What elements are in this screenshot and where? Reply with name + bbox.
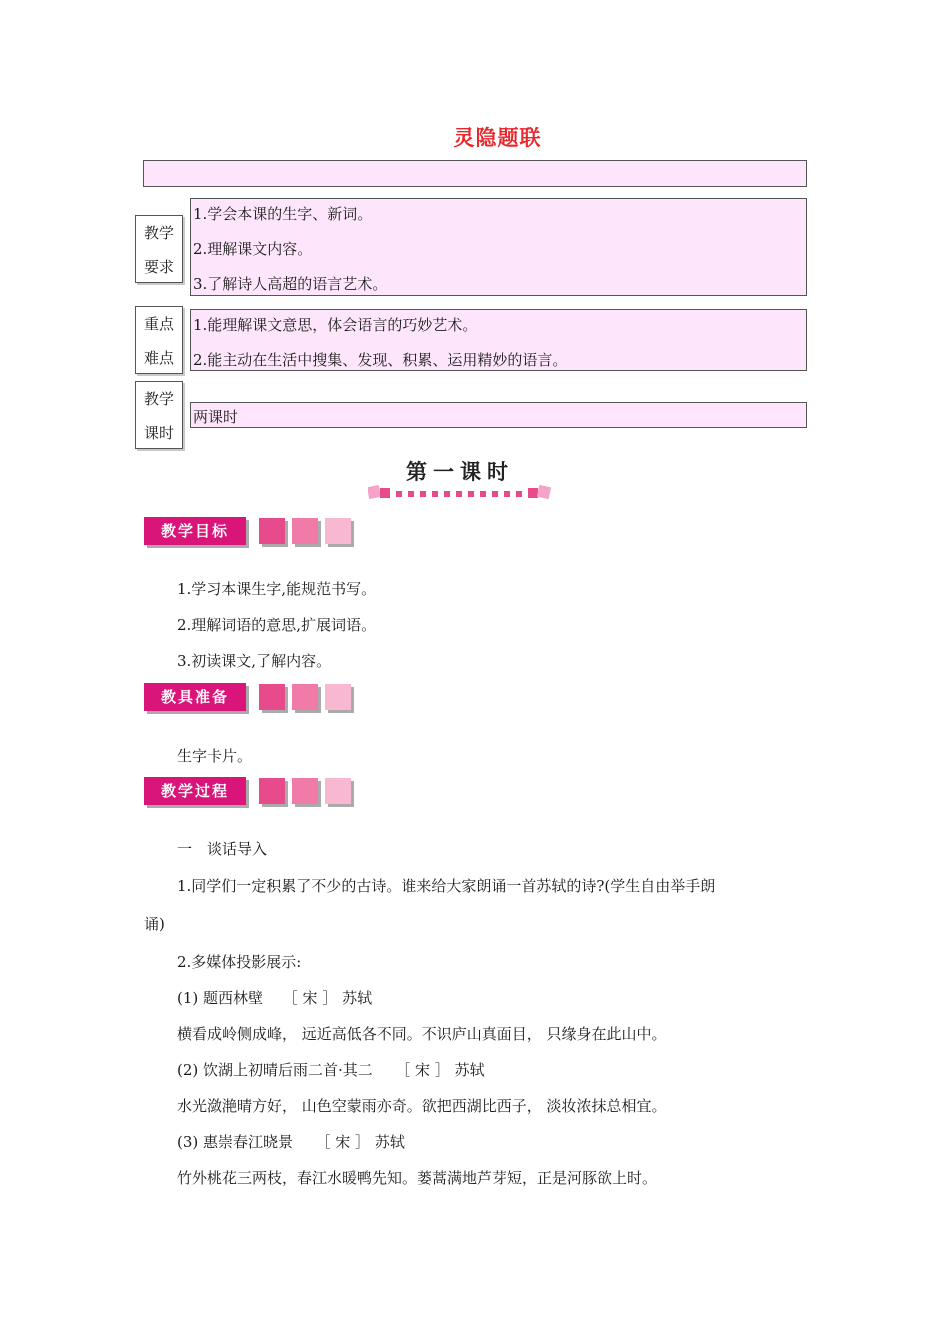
document-title: 灵隐题联	[453, 126, 542, 150]
key-points-cell	[190, 309, 807, 371]
process-line: (1) 题西林壁 ［ 宋 ］ 苏轼	[177, 989, 373, 1007]
label-key-points: 重点 难点	[135, 306, 183, 374]
section-label-tools: 教具准备	[144, 683, 246, 711]
process-line: 诵)	[144, 915, 165, 933]
key-point-item: 2.能主动在生活中搜集、发现、积累、运用精妙的语言。	[193, 351, 568, 369]
requirements-cell	[190, 198, 807, 296]
process-line: 水光潋滟晴方好， 山色空蒙雨亦奇。欲把西湖比西子， 淡妆浓抹总相宜。	[177, 1097, 667, 1115]
section-label-goals: 教学目标	[144, 517, 246, 545]
requirement-item: 2.理解课文内容。	[193, 240, 313, 258]
decor-square	[292, 778, 318, 804]
process-line: 竹外桃花三两枝，春江水暖鸭先知。蒌蒿满地芦芽短，正是河豚欲上时。	[177, 1169, 658, 1187]
section-label-process: 教学过程	[144, 777, 246, 805]
process-line: 2.多媒体投影展示:	[177, 953, 302, 971]
decor-square	[259, 778, 285, 804]
process-line: 横看成岭侧成峰， 远近高低各不同。不识庐山真面目， 只缘身在此山中。	[177, 1025, 667, 1043]
process-line: (2) 饮湖上初晴后雨二首·其二 ［ 宋 ］ 苏轼	[177, 1061, 485, 1079]
lesson-title-decoration	[368, 484, 554, 502]
key-point-item: 1.能理解课文意思，体会语言的巧妙艺术。	[193, 316, 478, 334]
decor-square	[292, 684, 318, 710]
decor-square	[325, 684, 351, 710]
process-line: (3) 惠崇春江晓景 ［ 宋 ］ 苏轼	[177, 1133, 405, 1151]
decor-square	[259, 684, 285, 710]
periods-cell	[190, 402, 807, 428]
decor-square	[325, 778, 351, 804]
requirement-item: 3.了解诗人高超的语言艺术。	[193, 275, 388, 293]
label-teaching-requirements: 教学 要求	[135, 215, 183, 283]
goal-item: 2.理解词语的意思,扩展词语。	[177, 616, 377, 634]
goal-item: 1.学习本课生字,能规范书写。	[177, 580, 377, 598]
table-empty-row	[143, 160, 807, 187]
goal-item: 3.初读课文,了解内容。	[177, 652, 332, 670]
process-line: 一 谈话导入	[177, 840, 268, 858]
periods-value: 两课时	[193, 408, 239, 426]
label-teaching-periods: 教学 课时	[135, 381, 183, 449]
tool-item: 生字卡片。	[177, 747, 253, 765]
requirement-item: 1.学会本课的生字、新词。	[193, 205, 373, 223]
process-line: 1.同学们一定积累了不少的古诗。谁来给大家朗诵一首苏轼的诗?(学生自由举手朗	[177, 877, 716, 895]
decor-square	[259, 518, 285, 544]
decor-square	[292, 518, 318, 544]
lesson-title: 第一课时	[406, 460, 514, 484]
decor-square	[325, 518, 351, 544]
